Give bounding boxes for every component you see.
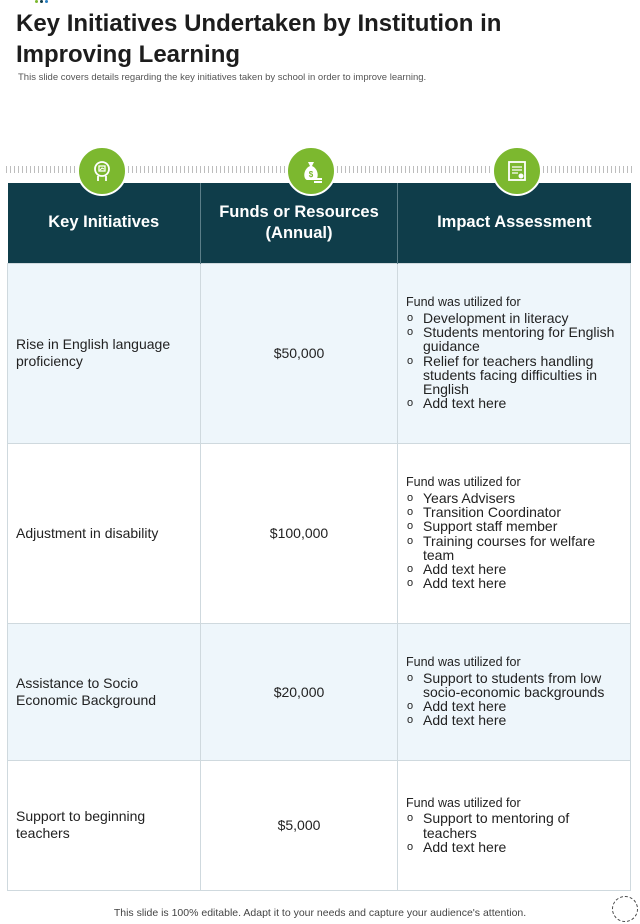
- header-key-initiatives: Key Initiatives: [8, 183, 201, 263]
- impact-item: o Development in literacy: [406, 311, 622, 325]
- impact-item: o Transition Coordinator: [406, 505, 622, 519]
- impact-badge: [492, 146, 542, 196]
- impact-item: o Relief for teachers handling students facing difficulties in English: [406, 354, 622, 397]
- footer-note: This slide is 100% editable. Adapt it to your needs and capture your audience's attention.: [113, 907, 527, 919]
- header-funds: Funds or Resources (Annual): [201, 183, 398, 263]
- impact-lead: Fund was utilized for: [406, 655, 521, 670]
- impact-list: [406, 811, 622, 854]
- impact-list: [406, 311, 622, 411]
- money-bag-icon: [297, 157, 325, 185]
- initiatives-badge: [77, 146, 127, 196]
- table-row: [8, 263, 631, 443]
- header-impact: Impact Assessment: [398, 183, 631, 263]
- impact-item: o Add text here: [406, 840, 622, 854]
- impact-item: o Support to mentoring of teachers: [406, 811, 622, 840]
- impact-item: o Years Advisers: [406, 491, 622, 505]
- page-corner-circle: [612, 896, 638, 922]
- impact-cell: [398, 760, 631, 890]
- impact-item: o Support to students from low socio-economic backgrounds: [406, 671, 622, 700]
- impact-lead: Fund was utilized for: [406, 475, 521, 490]
- impact-cell: [398, 263, 631, 443]
- impact-cell: [398, 443, 631, 623]
- certificate-icon: [503, 157, 531, 185]
- initiative-cell: Support to beginning teachers: [8, 760, 201, 890]
- ruler-decoration: [6, 166, 78, 173]
- impact-cell: [398, 623, 631, 760]
- impact-item: o Training courses for welfare team: [406, 534, 622, 563]
- impact-list: [406, 491, 622, 591]
- impact-item: o Add text here: [406, 562, 622, 576]
- table-row: [8, 623, 631, 760]
- impact-item: o Support staff member: [406, 519, 622, 533]
- impact-lead: Fund was utilized for: [406, 295, 521, 310]
- initiative-cell: Adjustment in disability: [8, 443, 201, 623]
- funds-cell: $50,000: [201, 263, 398, 443]
- presentation-head-icon: [88, 157, 116, 185]
- page-title: Key Initiatives Undertaken by Institution in Improving Learning: [16, 10, 502, 68]
- funds-cell: $5,000: [201, 760, 398, 890]
- svg-text:$: $: [308, 170, 314, 179]
- page-subtitle: This slide covers details regarding the key initiatives taken by school in order to improve learning.: [18, 72, 427, 83]
- funds-badge: [286, 146, 336, 196]
- impact-item: o Add text here: [406, 396, 622, 410]
- decorative-dots: [35, 0, 55, 4]
- impact-item: o Add text here: [406, 713, 622, 727]
- ruler-decoration: [543, 166, 633, 173]
- impact-item: o Students mentoring for English guidance: [406, 325, 622, 354]
- initiative-cell: Rise in English language proficiency: [8, 263, 201, 443]
- table-row: [8, 443, 631, 623]
- impact-list: [406, 671, 622, 728]
- ruler-decoration: [128, 166, 286, 173]
- impact-lead: Fund was utilized for: [406, 795, 521, 810]
- impact-item: o Add text here: [406, 576, 622, 590]
- initiatives-table: [7, 183, 631, 891]
- funds-cell: $20,000: [201, 623, 398, 760]
- ruler-decoration: [337, 166, 492, 173]
- initiative-cell: Assistance to Socio Economic Background: [8, 623, 201, 760]
- impact-item: o Add text here: [406, 699, 622, 713]
- funds-cell: $100,000: [201, 443, 398, 623]
- table-row: [8, 760, 631, 890]
